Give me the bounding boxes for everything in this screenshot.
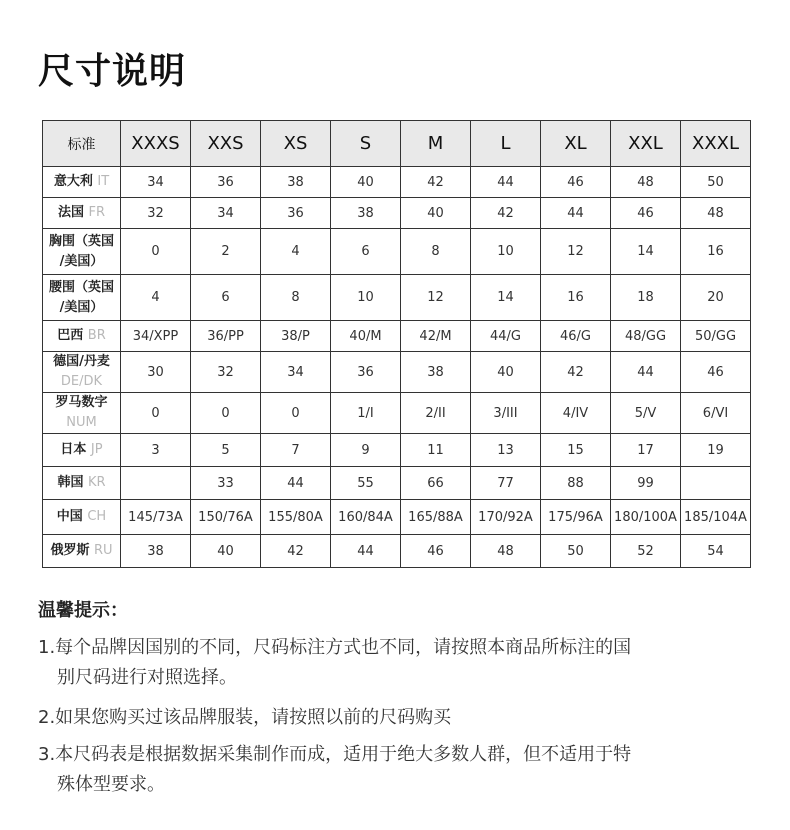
size-value-cell: 40 [471, 352, 541, 393]
row-label-text-continued: /美国） [59, 299, 104, 315]
size-column-header: S [331, 121, 401, 167]
size-value-cell [121, 467, 191, 500]
size-header-row [43, 121, 751, 167]
row-label [43, 393, 121, 434]
size-value-cell: 15 [541, 434, 611, 467]
row-country-code: CH [87, 509, 107, 524]
size-value-cell: 3/III [471, 393, 541, 434]
row-label-text: 罗马数字 [55, 395, 108, 410]
size-value-cell: 185/104A [681, 500, 751, 535]
row-label-text: 胸围（英国 [48, 233, 114, 249]
size-value-cell: 19 [681, 434, 751, 467]
size-value-cell: 38 [121, 535, 191, 568]
size-value-cell: 14 [611, 229, 681, 275]
size-value-cell: 40/M [331, 321, 401, 352]
table-row [43, 467, 751, 500]
size-column-header: XL [541, 121, 611, 167]
size-value-cell: 99 [611, 467, 681, 500]
size-value-cell: 48/GG [611, 321, 681, 352]
size-value-cell: 34 [261, 352, 331, 393]
size-value-cell: 0 [121, 393, 191, 434]
row-label [43, 434, 121, 467]
row-label-text: 法国 [57, 205, 84, 220]
tip-text: 1.每个品牌因国别的不同，尺码标注方式也不同，请按照本商品所标注的国 [38, 637, 632, 658]
row-label [43, 535, 121, 568]
size-value-cell: 44 [471, 167, 541, 198]
size-value-cell: 88 [541, 467, 611, 500]
page-title: 尺寸说明 [38, 51, 187, 92]
row-label [43, 229, 121, 275]
size-value-cell: 18 [611, 275, 681, 321]
tip-text-continued: 别尺码进行对照选择。 [57, 667, 237, 688]
size-value-cell: 8 [401, 229, 471, 275]
size-value-cell: 40 [331, 167, 401, 198]
row-country-code: BR [87, 328, 106, 343]
size-value-cell: 55 [331, 467, 401, 500]
size-value-cell: 5 [191, 434, 261, 467]
tips-heading: 温馨提示： [38, 600, 128, 621]
table-row [43, 167, 751, 198]
table-row [43, 275, 751, 321]
row-label-text: 巴西 [57, 328, 84, 343]
tip-item-2 [38, 703, 451, 733]
size-value-cell: 180/100A [611, 500, 681, 535]
size-value-cell: 66 [401, 467, 471, 500]
row-country-code: IT [97, 174, 110, 189]
size-value-cell: 42 [261, 535, 331, 568]
size-value-cell: 12 [541, 229, 611, 275]
size-value-cell: 36 [331, 352, 401, 393]
size-value-cell: 42 [401, 167, 471, 198]
size-value-cell: 36 [191, 167, 261, 198]
size-value-cell: 46 [541, 167, 611, 198]
size-value-cell: 0 [261, 393, 331, 434]
size-value-cell: 33 [191, 467, 261, 500]
size-value-cell: 16 [681, 229, 751, 275]
size-value-cell: 175/96A [541, 500, 611, 535]
size-value-cell: 16 [541, 275, 611, 321]
row-country-code: JP [90, 442, 103, 457]
size-value-cell: 36/PP [191, 321, 261, 352]
size-value-cell: 46/G [541, 321, 611, 352]
size-value-cell: 40 [191, 535, 261, 568]
size-chart-table [42, 120, 751, 568]
size-value-cell: 17 [611, 434, 681, 467]
table-row [43, 500, 751, 535]
size-value-cell: 160/84A [331, 500, 401, 535]
size-value-cell: 50 [541, 535, 611, 568]
size-value-cell: 10 [331, 275, 401, 321]
size-value-cell: 38/P [261, 321, 331, 352]
row-country-code: DE/DK [60, 374, 103, 389]
size-value-cell: 38 [401, 352, 471, 393]
size-value-cell: 34/XPP [121, 321, 191, 352]
table-row [43, 535, 751, 568]
size-value-cell: 36 [261, 198, 331, 229]
size-column-header: XXL [611, 121, 681, 167]
size-value-cell: 5/V [611, 393, 681, 434]
size-value-cell: 0 [191, 393, 261, 434]
row-label-text: 意大利 [53, 174, 93, 189]
size-value-cell: 48 [681, 198, 751, 229]
row-label [43, 275, 121, 321]
size-value-cell: 32 [121, 198, 191, 229]
size-value-cell: 42 [471, 198, 541, 229]
size-value-cell: 13 [471, 434, 541, 467]
size-value-cell: 44 [331, 535, 401, 568]
row-label-text: 腰围（英国 [48, 279, 114, 295]
row-label [43, 352, 121, 393]
row-label-text: 韩国 [57, 475, 84, 490]
size-value-cell: 50 [681, 167, 751, 198]
size-value-cell: 46 [401, 535, 471, 568]
size-value-cell: 7 [261, 434, 331, 467]
table-row [43, 393, 751, 434]
size-value-cell: 54 [681, 535, 751, 568]
table-row [43, 434, 751, 467]
row-country-code: RU [93, 543, 113, 558]
size-column-header: L [471, 121, 541, 167]
size-column-header: M [401, 121, 471, 167]
size-value-cell: 2 [191, 229, 261, 275]
size-value-cell: 46 [611, 198, 681, 229]
size-value-cell [681, 467, 751, 500]
size-value-cell: 48 [611, 167, 681, 198]
size-value-cell: 4 [261, 229, 331, 275]
row-label-text: 日本 [60, 442, 87, 457]
row-label [43, 321, 121, 352]
size-value-cell: 1/I [331, 393, 401, 434]
row-label-text: 俄罗斯 [50, 543, 90, 558]
size-value-cell: 34 [191, 198, 261, 229]
table-row [43, 321, 751, 352]
tip-item-1 [38, 633, 631, 693]
size-value-cell: 6 [331, 229, 401, 275]
size-value-cell: 14 [471, 275, 541, 321]
size-value-cell: 4 [121, 275, 191, 321]
size-value-cell: 48 [471, 535, 541, 568]
tip-text: 3.本尺码表是根据数据采集制作而成，适用于绝大多数人群，但不适用于特 [38, 744, 632, 765]
row-label-text: 中国 [56, 509, 83, 524]
table-row [43, 229, 751, 275]
size-column-header: XXS [191, 121, 261, 167]
row-label-text-continued: /美国） [59, 253, 104, 269]
size-value-cell: 52 [611, 535, 681, 568]
tip-text: 2.如果您购买过该品牌服装，请按照以前的尺码购买 [38, 707, 452, 728]
size-value-cell: 6 [191, 275, 261, 321]
size-value-cell: 50/GG [681, 321, 751, 352]
size-value-cell: 42 [541, 352, 611, 393]
size-value-cell: 170/92A [471, 500, 541, 535]
size-value-cell: 38 [261, 167, 331, 198]
tip-text-continued: 殊体型要求。 [57, 774, 165, 795]
size-value-cell: 4/IV [541, 393, 611, 434]
row-label-text: 德国/丹麦 [53, 354, 110, 369]
size-value-cell: 2/II [401, 393, 471, 434]
size-value-cell: 42/M [401, 321, 471, 352]
row-label [43, 467, 121, 500]
size-value-cell: 77 [471, 467, 541, 500]
size-value-cell: 38 [331, 198, 401, 229]
row-country-code: NUM [66, 415, 97, 430]
row-label [43, 500, 121, 535]
size-value-cell: 20 [681, 275, 751, 321]
table-row [43, 198, 751, 229]
size-value-cell: 46 [681, 352, 751, 393]
size-table-body [43, 167, 751, 568]
size-column-header: XXXS [121, 121, 191, 167]
size-value-cell: 8 [261, 275, 331, 321]
size-value-cell: 30 [121, 352, 191, 393]
header-standard: 标准 [43, 121, 121, 167]
row-label [43, 198, 121, 229]
size-value-cell: 44 [261, 467, 331, 500]
size-column-header: XS [261, 121, 331, 167]
size-value-cell: 44 [541, 198, 611, 229]
size-value-cell: 3 [121, 434, 191, 467]
size-value-cell: 10 [471, 229, 541, 275]
size-column-header: XXXL [681, 121, 751, 167]
size-value-cell: 32 [191, 352, 261, 393]
size-value-cell: 44 [611, 352, 681, 393]
size-value-cell: 40 [401, 198, 471, 229]
size-value-cell: 34 [121, 167, 191, 198]
size-value-cell: 165/88A [401, 500, 471, 535]
size-value-cell: 145/73A [121, 500, 191, 535]
row-country-code: KR [87, 475, 106, 490]
size-value-cell: 150/76A [191, 500, 261, 535]
row-country-code: FR [88, 205, 106, 220]
size-value-cell: 0 [121, 229, 191, 275]
size-value-cell: 6/VI [681, 393, 751, 434]
tip-item-3 [38, 740, 631, 800]
size-value-cell: 9 [331, 434, 401, 467]
size-value-cell: 12 [401, 275, 471, 321]
size-value-cell: 44/G [471, 321, 541, 352]
size-value-cell: 11 [401, 434, 471, 467]
row-label [43, 167, 121, 198]
size-value-cell: 155/80A [261, 500, 331, 535]
table-row [43, 352, 751, 393]
